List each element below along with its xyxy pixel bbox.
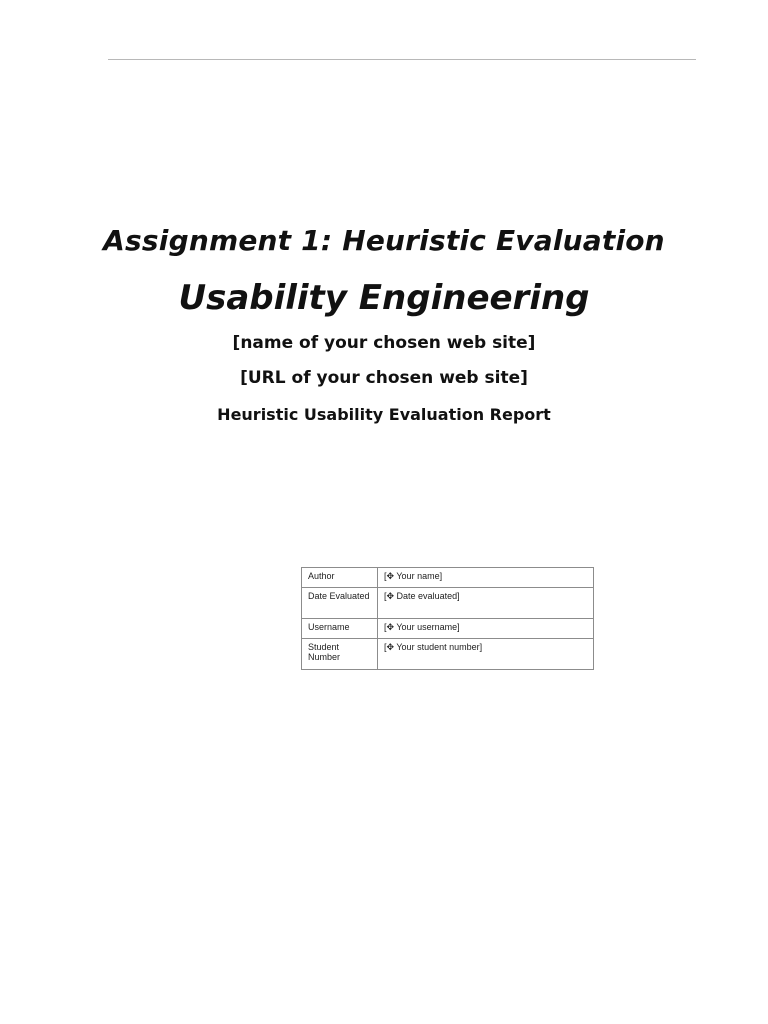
username-label: Username [302,619,378,639]
report-type: Heuristic Usability Evaluation Report [217,405,551,424]
student-number-value: [✥ Your student number] [378,639,594,670]
date-evaluated-label: Date Evaluated [302,588,378,619]
site-name-placeholder: [name of your chosen web site] [232,333,536,353]
assignment-title: Assignment 1: Heuristic Evaluation [103,224,665,257]
username-value: [✥ Your username] [378,619,594,639]
course-title: Usability Engineering [178,278,590,318]
table-row [302,588,594,619]
date-evaluated-value: [✥ Date evaluated] [378,588,594,619]
author-label: Author [302,568,378,588]
table-row [302,619,594,639]
header-rule [108,59,696,60]
author-value: [✥ Your name] [378,568,594,588]
site-url-placeholder: [URL of your chosen web site] [240,368,528,388]
table-row [302,639,594,670]
student-number-label: Student Number [302,639,378,670]
table-row [302,568,594,588]
author-info-table [301,567,594,670]
